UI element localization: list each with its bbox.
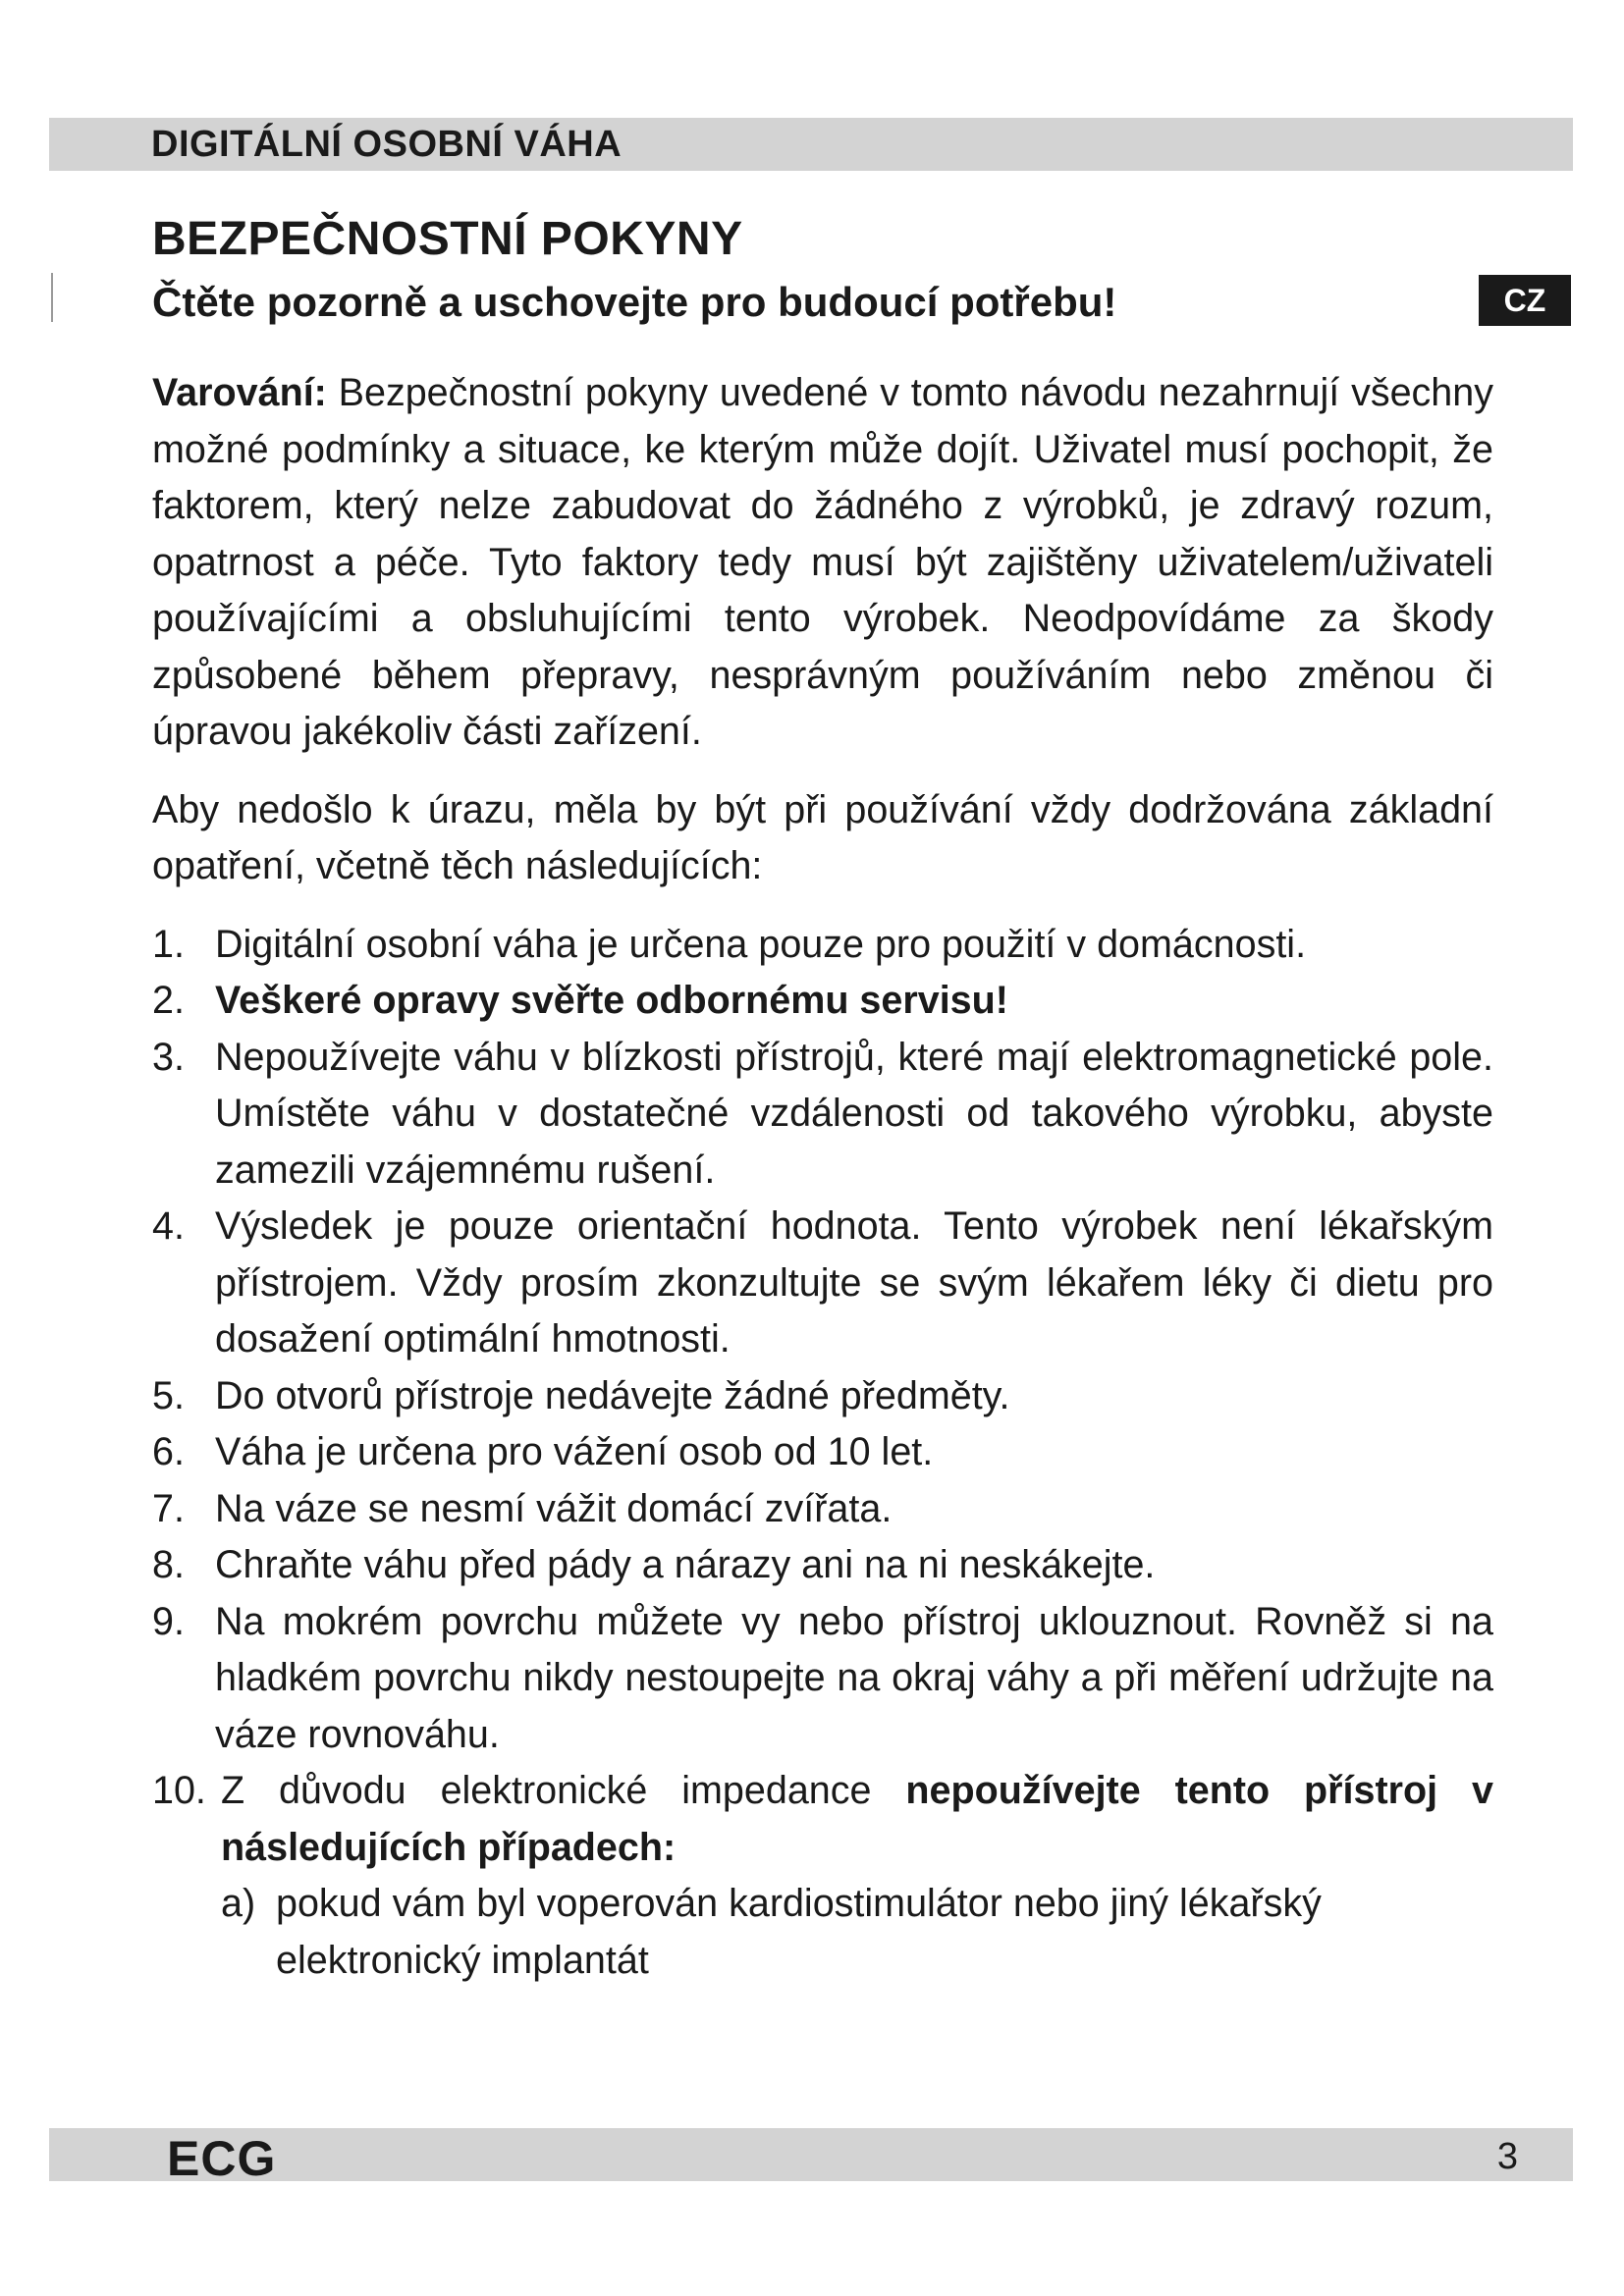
header-bar: [49, 118, 1573, 171]
list-item-text: Na mokrém povrchu můžete vy nebo přístroj uklouznout. Rovněž si na hladkém povrchu nikdy nestoupejte na okraj váhy a při měření udržujte na váze rovnováhu.: [215, 1599, 1493, 1756]
content-body: [152, 365, 1493, 1989]
list-item-text-bold: nepoužívejte tento přístroj v následujících případech:: [221, 1769, 1493, 1869]
list-item: [152, 1199, 1493, 1368]
list-item: [152, 917, 1493, 974]
list-item: [152, 1594, 1493, 1764]
intro-paragraph: Aby nedošlo k úrazu, měla by být při používání vždy dodržována základní opatření, včetně těch následujících:: [152, 787, 1493, 887]
warning-label: Varování:: [152, 371, 327, 414]
list-item-number: 4.: [152, 1204, 185, 1248]
list-item-text: Nepoužívejte váhu v blízkosti přístrojů, které mají elektromagnetické pole. Umístěte váhu v dostatečné vzdálenosti od takového výrobku, abyste zamezili vzájemnému rušení.: [215, 1035, 1493, 1192]
list-item-number: 10.: [152, 1769, 206, 1812]
list-item: [152, 1424, 1493, 1481]
list-item-number: 8.: [152, 1543, 185, 1586]
section-subtitle: Čtěte pozorně a uschovejte pro budoucí potřebu!: [152, 279, 1117, 325]
list-item: [152, 1030, 1493, 1200]
list-item-number: 3.: [152, 1035, 185, 1079]
sub-list: [221, 1876, 1493, 1989]
list-item-text: Veškeré opravy svěřte odbornému servisu!: [215, 979, 1008, 1022]
warning-text: Bezpečnostní pokyny uvedené v tomto návodu nezahrnují všechny možné podmínky a situace, ke kterým může dojít. Uživatel musí pochopit, že faktorem, který nelze zabudovat do žádného z výrobků, je zdravý rozum, opatrnost a péče. Tyto faktory tedy musí být zajištěny uživatelem/uživateli používajícími a obsluhujícími tento výrobek. Neodpovídáme za škody způsobené během přepravy, nesprávným používáním nebo změnou či úpravou jakékoliv části zařízení.: [152, 371, 1493, 753]
list-item-number: 5.: [152, 1373, 185, 1417]
footer-bar: [49, 2128, 1573, 2186]
list-item-number: 9.: [152, 1599, 185, 1643]
sub-list-item-text: pokud vám byl voperován kardiostimulátor nebo jiný lékařský elektronický implantát: [276, 1882, 1322, 1982]
list-item-number: 6.: [152, 1430, 185, 1473]
list-item-number: 7.: [152, 1486, 185, 1530]
list-item: [152, 973, 1493, 1030]
warning-paragraph: [152, 365, 1493, 761]
sub-list-item-letter: a): [221, 1882, 256, 1925]
safety-list: [152, 917, 1493, 1990]
list-item-text: Do otvorů přístroje nedávejte žádné předměty.: [215, 1373, 1010, 1417]
language-badge: CZ: [1479, 275, 1571, 326]
section-title: BEZPEČNOSTNÍ POKYNY: [152, 213, 743, 265]
brand-logo: ECG: [167, 2131, 277, 2186]
list-item-text: Digitální osobní váha je určena pouze pro použití v domácnosti.: [215, 922, 1307, 966]
list-item: [152, 1368, 1493, 1425]
list-item: [152, 1537, 1493, 1594]
document-title: DIGITÁLNÍ OSOBNÍ VÁHA: [151, 124, 623, 165]
sub-list-item: [221, 1876, 1493, 1989]
list-item-number: 2.: [152, 979, 185, 1022]
page-number: 3: [1496, 2136, 1518, 2177]
list-item: [152, 1763, 1493, 1989]
list-item-number: 1.: [152, 922, 185, 966]
list-item-text: Z důvodu elektronické impedance: [221, 1769, 906, 1812]
list-item-text: Váha je určena pro vážení osob od 10 let.: [215, 1430, 934, 1473]
list-item-text: Na váze se nesmí vážit domácí zvířata.: [215, 1486, 893, 1530]
list-item-text: Chraňte váhu před pády a nárazy ani na ni neskákejte.: [215, 1543, 1156, 1586]
list-item-text: Výsledek je pouze orientační hodnota. Tento výrobek není lékařským přístrojem. Vždy prosím zkonzultujte se svým lékařem léky či dietu pro dosažení optimální hmotnosti.: [215, 1204, 1493, 1361]
margin-mark: [51, 273, 53, 322]
list-item: [152, 1481, 1493, 1538]
